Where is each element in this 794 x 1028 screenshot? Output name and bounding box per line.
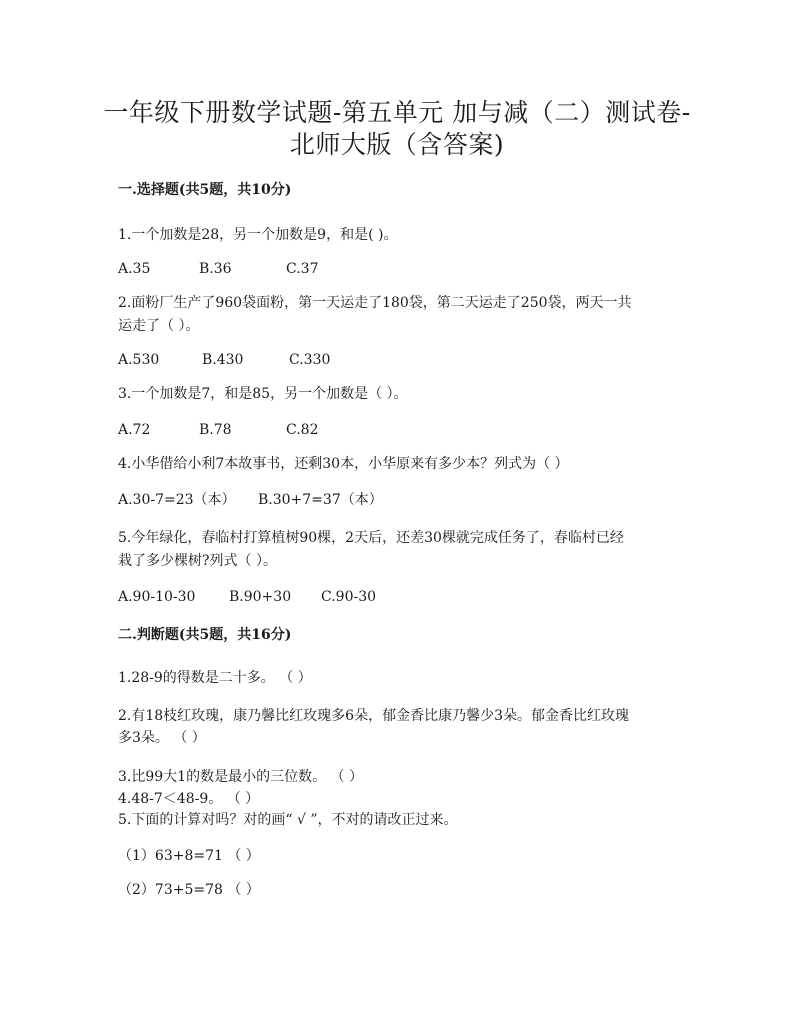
page-title-line-1: 一年级下册数学试题-第五单元 加与减（二）测试卷- [103, 98, 691, 127]
question-1-text: 1.一个加数是28，另一个加数是9，和是( )。 [118, 227, 398, 243]
judge-item-1: 1.28-9的得数是二十多。 （ ） [118, 670, 312, 686]
question-5-text-line-2: 栽了多少棵树?列式（ ）。 [118, 553, 277, 569]
question-4-option-b[interactable]: B.30+7=37（本） [258, 492, 383, 508]
question-1-option-c[interactable]: C.37 [286, 261, 319, 277]
question-1-option-b[interactable]: B.36 [199, 261, 232, 277]
question-3-text: 3.一个加数是7，和是85，另一个加数是（ ）。 [118, 386, 408, 402]
page-title-line-2: 北师大版（含答案) [289, 130, 505, 159]
question-5-option-b[interactable]: B.90+30 [229, 589, 292, 605]
question-3-option-a[interactable]: A.72 [118, 422, 151, 438]
question-2-text-line-2: 运走了（ ）。 [118, 318, 200, 334]
question-3-option-b[interactable]: B.78 [199, 422, 232, 438]
question-3-options [118, 421, 318, 439]
question-4-options [118, 491, 383, 509]
question-2-option-b[interactable]: B.430 [202, 352, 244, 368]
question-5-option-c[interactable]: C.90-30 [321, 589, 377, 605]
question-5-options [118, 588, 376, 606]
judge-item-3: 3.比99大1的数是最小的三位数。 （ ） [118, 769, 363, 785]
question-2-option-a[interactable]: A.530 [118, 352, 160, 368]
question-2-text-line-1: 2.面粉厂生产了960袋面粉，第一天运走了180袋，第二天运走了250袋，两天一共 [118, 295, 632, 311]
section-heading-multiple-choice: 一.选择题(共5题，共10分) [118, 182, 292, 198]
judge-item-2-line-1: 2.有18枝红玫瑰，康乃馨比红玫瑰多6朵，郁金香比康乃馨少3朵。郁金香比红玫瑰 [118, 708, 629, 724]
question-1-option-a[interactable]: A.35 [118, 261, 151, 277]
judge-item-5: 5.下面的计算对吗？对的画“ √ ”，不对的请改正过来。 [118, 812, 458, 828]
judge-item-4: 4.48-7＜48-9。 （ ） [118, 791, 260, 807]
question-4-option-a[interactable]: A.30-7=23（本） [118, 492, 236, 508]
question-3-option-c[interactable]: C.82 [286, 422, 319, 438]
judge-item-5-sub-1: （1）63+8=71 （ ） [118, 848, 260, 864]
question-1-options [118, 260, 318, 278]
question-2-option-c[interactable]: C.330 [289, 352, 331, 368]
question-4-text: 4.小华借给小利7本故事书，还剩30本，小华原来有多少本？列式为（ ） [118, 456, 569, 472]
judge-item-5-sub-2: （2）73+5=78 （ ） [118, 882, 260, 898]
question-5-option-a[interactable]: A.90-10-30 [118, 589, 196, 605]
question-2-options [118, 351, 330, 369]
section-heading-true-false: 二.判断题(共5题，共16分) [118, 627, 292, 643]
judge-item-2-line-2: 多3朵。 （ ） [118, 730, 206, 746]
question-5-text-line-1: 5.今年绿化，春临村打算植树90棵，2天后，还差30棵就完成任务了，春临村已经 [118, 530, 624, 546]
